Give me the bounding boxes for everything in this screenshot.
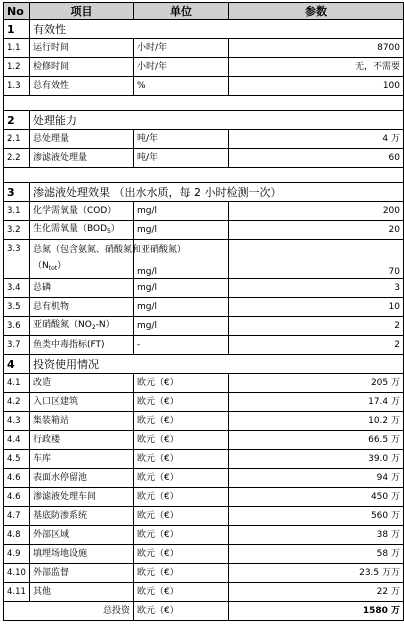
- row-unit: 欧元（€）: [134, 469, 229, 488]
- row-number: 1.1: [4, 39, 30, 58]
- table-header-row: [4, 3, 404, 20]
- row-value: 8700: [229, 39, 404, 58]
- header-unit: 单位: [134, 3, 229, 20]
- row-value: 3: [229, 279, 404, 298]
- row-item-text: 生化需氧量（BOD: [33, 223, 108, 234]
- row-unit: 欧元（€）: [134, 564, 229, 583]
- row-item-subscript: 2: [91, 323, 96, 331]
- row-number: 2.2: [4, 149, 30, 168]
- row-unit: 欧元（€）: [134, 488, 229, 507]
- row-value: 38 万: [229, 526, 404, 545]
- section-row-1: [4, 20, 404, 39]
- row-unit: mg/l: [134, 240, 229, 279]
- row-value: 450 万: [229, 488, 404, 507]
- row-item: 检修时间: [30, 58, 134, 77]
- row-unit: mg/l: [134, 317, 229, 336]
- row-item-tail: ）: [57, 260, 67, 271]
- row-value: 205 万: [229, 374, 404, 393]
- section-title: 投资使用情况: [30, 355, 404, 374]
- row-item-subscript: tot: [48, 264, 58, 272]
- section-title: 处理能力: [30, 111, 404, 130]
- row-value: 100: [229, 77, 404, 96]
- total-unit: 欧元（€）: [134, 602, 229, 621]
- row-unit: mg/l: [134, 221, 229, 240]
- row-unit: 欧元（€）: [134, 450, 229, 469]
- table-row: [4, 77, 404, 96]
- row-item: 渗滤液处理车间: [30, 488, 134, 507]
- row-value: 94 万: [229, 469, 404, 488]
- table-row: [4, 412, 404, 431]
- table-row: [4, 488, 404, 507]
- row-number: 3.7: [4, 336, 30, 355]
- row-item: 入口区建筑: [30, 393, 134, 412]
- row-number: 4.5: [4, 450, 30, 469]
- row-value: 58 万: [229, 545, 404, 564]
- row-unit: 小时/年: [134, 58, 229, 77]
- row-unit: 欧元（€）: [134, 412, 229, 431]
- header-item: 项目: [30, 3, 134, 20]
- row-unit: 欧元（€）: [134, 526, 229, 545]
- section-number: 1: [4, 20, 30, 39]
- row-number: 3.2: [4, 221, 30, 240]
- row-value: 2: [229, 317, 404, 336]
- section-row-4: [4, 355, 404, 374]
- row-item: 总有效性: [30, 77, 134, 96]
- row-unit: 欧元（€）: [134, 545, 229, 564]
- table-row: [4, 336, 404, 355]
- spacer-cell: [4, 168, 404, 183]
- row-unit: 吨/年: [134, 130, 229, 149]
- row-item: 基底防渗系统: [30, 507, 134, 526]
- table-row: [4, 374, 404, 393]
- row-item: 改造: [30, 374, 134, 393]
- total-label: 总投资: [30, 602, 134, 621]
- table-row: [4, 202, 404, 221]
- row-unit: mg/l: [134, 298, 229, 317]
- row-number: 3.1: [4, 202, 30, 221]
- row-number: 1.2: [4, 58, 30, 77]
- table-row: [4, 507, 404, 526]
- row-value: 39.0 万: [229, 450, 404, 469]
- total-value: 1580 万: [229, 602, 404, 621]
- row-value: 23.5 万万: [229, 564, 404, 583]
- row-number: 4.4: [4, 431, 30, 450]
- table-row: [4, 221, 404, 240]
- table-row: [4, 469, 404, 488]
- row-item-subscript: 5: [107, 227, 111, 235]
- row-number: 4.6: [4, 488, 30, 507]
- row-value: 2: [229, 336, 404, 355]
- row-item: 总有机物: [30, 298, 134, 317]
- row-item: 车库: [30, 450, 134, 469]
- row-value: 10.2 万: [229, 412, 404, 431]
- row-number: 4.10: [4, 564, 30, 583]
- row-unit: 吨/年: [134, 149, 229, 168]
- row-item: 外部监督: [30, 564, 134, 583]
- row-number: 3.3: [4, 240, 30, 279]
- table-row: [4, 526, 404, 545]
- table-row: [4, 564, 404, 583]
- table-row: [4, 393, 404, 412]
- row-unit: 欧元（€）: [134, 374, 229, 393]
- table-row: [4, 583, 404, 602]
- row-unit: mg/l: [134, 202, 229, 221]
- row-item-text: 亚硝酸氮（NO: [33, 319, 92, 330]
- row-unit: -: [134, 336, 229, 355]
- row-number: 4.8: [4, 526, 30, 545]
- section-title: 渗滤液处理效果 （出水水质，每 2 小时检测一次）: [30, 183, 404, 202]
- row-number: 4.6: [4, 469, 30, 488]
- row-number: 4.11: [4, 583, 30, 602]
- table-row: [4, 240, 404, 279]
- section-number: 3: [4, 183, 30, 202]
- table-row: [4, 317, 404, 336]
- row-item: 行政楼: [30, 431, 134, 450]
- total-row: [4, 602, 404, 621]
- row-value: 60: [229, 149, 404, 168]
- row-item: [30, 317, 134, 336]
- row-value: 22 万: [229, 583, 404, 602]
- row-item: 表面水停留池: [30, 469, 134, 488]
- row-number: 4.3: [4, 412, 30, 431]
- row-number: 4.7: [4, 507, 30, 526]
- row-item: 运行时间: [30, 39, 134, 58]
- row-value: 560 万: [229, 507, 404, 526]
- table-row: [4, 298, 404, 317]
- row-unit: 欧元（€）: [134, 431, 229, 450]
- row-unit: 欧元（€）: [134, 507, 229, 526]
- row-value: 70: [229, 240, 404, 279]
- row-item: 鱼类中毒指标(FT): [30, 336, 134, 355]
- row-number: 4.2: [4, 393, 30, 412]
- row-unit: mg/l: [134, 279, 229, 298]
- row-item: 集装箱站: [30, 412, 134, 431]
- section-number: 2: [4, 111, 30, 130]
- row-number: 4.9: [4, 545, 30, 564]
- row-item: 外部区域: [30, 526, 134, 545]
- section-title: 有效性: [30, 20, 404, 39]
- table-row: [4, 431, 404, 450]
- table-row: [4, 39, 404, 58]
- spacer-row: [4, 168, 404, 183]
- row-item-text: 总氮（包含氨氮、硝酸氮和亚硝酸氮）（N: [33, 244, 187, 271]
- table-row: [4, 545, 404, 564]
- table-row: [4, 58, 404, 77]
- row-item-tail: -N）: [95, 319, 115, 330]
- row-item: 总磷: [30, 279, 134, 298]
- row-number: 4.1: [4, 374, 30, 393]
- parameter-table: [3, 2, 404, 621]
- row-number: 3.5: [4, 298, 30, 317]
- row-value: 4 万: [229, 130, 404, 149]
- table-row: [4, 279, 404, 298]
- row-item: 化学需氧量（COD）: [30, 202, 134, 221]
- section-number: 4: [4, 355, 30, 374]
- section-row-3: [4, 183, 404, 202]
- row-unit: 欧元（€）: [134, 393, 229, 412]
- table-row: [4, 450, 404, 469]
- row-value: 17.4 万: [229, 393, 404, 412]
- row-value: 66.5 万: [229, 431, 404, 450]
- row-item: 其他: [30, 583, 134, 602]
- parameter-table-sheet: [3, 2, 403, 622]
- row-item: 渗滤液处理量: [30, 149, 134, 168]
- header-value: 参数: [229, 3, 404, 20]
- row-item: 填埋场地设施: [30, 545, 134, 564]
- row-unit: %: [134, 77, 229, 96]
- row-item-tail: ）: [110, 223, 120, 234]
- total-spacer: [4, 602, 30, 621]
- spacer-cell: [4, 96, 404, 111]
- row-item: 总处理量: [30, 130, 134, 149]
- table-row: [4, 130, 404, 149]
- header-no: No: [4, 3, 30, 20]
- row-value: 200: [229, 202, 404, 221]
- spacer-row: [4, 96, 404, 111]
- row-number: 3.4: [4, 279, 30, 298]
- table-row: [4, 149, 404, 168]
- section-row-2: [4, 111, 404, 130]
- row-unit: 小时/年: [134, 39, 229, 58]
- row-number: 3.6: [4, 317, 30, 336]
- row-number: 1.3: [4, 77, 30, 96]
- row-item: [30, 221, 134, 240]
- row-value: 无，不需要: [229, 58, 404, 77]
- row-value: 10: [229, 298, 404, 317]
- row-number: 2.1: [4, 130, 30, 149]
- row-value: 20: [229, 221, 404, 240]
- row-unit: 欧元（€）: [134, 583, 229, 602]
